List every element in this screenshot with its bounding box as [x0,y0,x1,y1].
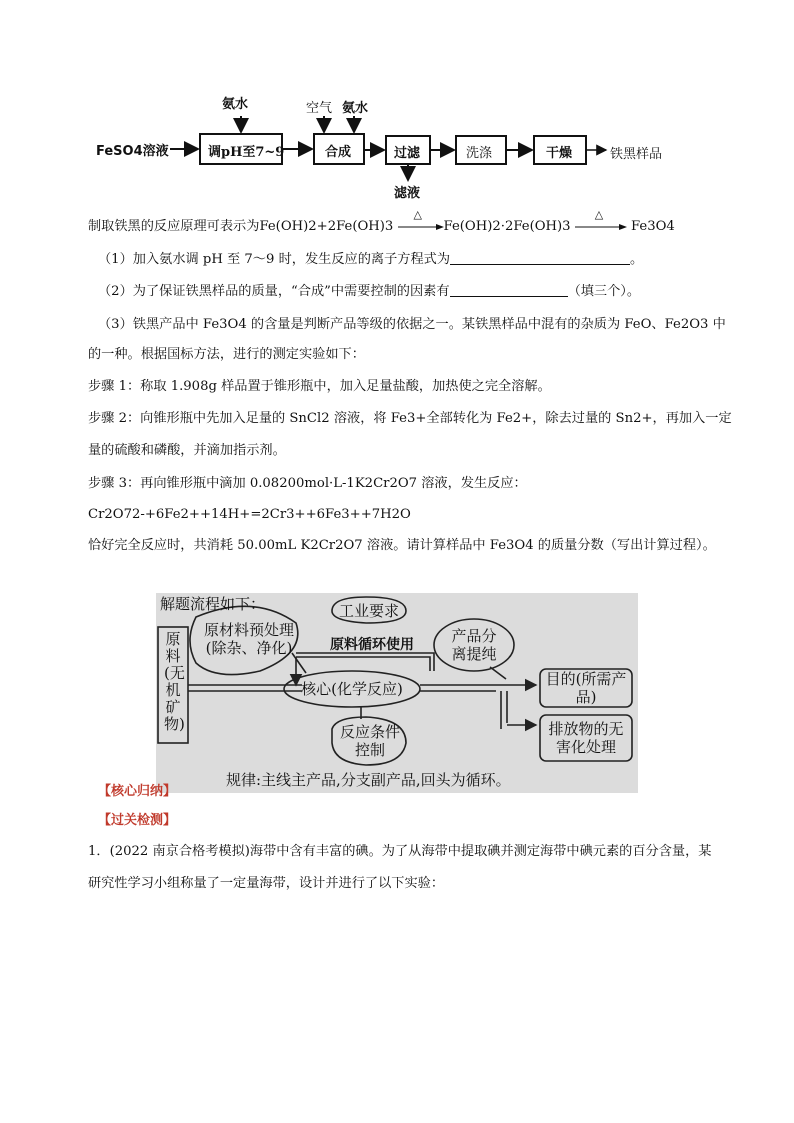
delta-symbol-1: △ [413,208,422,221]
step-2-line2: 量的硫酸和磷酸，并滴加指示剂。 [88,443,286,458]
final-question: 恰好完全反应时，共消耗 50.00mL K2Cr2O7 溶液。请计算样品中 Fe3O4 的质量分数（写出计算过程）。 [88,538,716,553]
core-reaction-ellipse: 核心(化学反应) [301,680,403,698]
reaction-left: Fe(OH)2+2Fe(OH)3 [259,219,394,234]
solution-flow-diagram [156,593,638,793]
core-summary-tag: 【核心归纳】 [98,784,177,799]
pretreat-bubble: 原材料预处理(除杂、净化) [204,621,295,657]
step-1: 步骤 1：称取 1.908g 样品置于锥形瓶中，加入足量盐酸，加热使之完全溶解。 [88,379,551,394]
step-3: 步骤 3：再向锥形瓶中滴加 0.08200mol·L-1K2Cr2O7 溶液，发生反应： [88,476,527,491]
check-tag: 【过关检测】 [98,813,177,828]
raw-material-box: 原料(无机矿物) [164,630,185,733]
process-flowchart [96,90,716,200]
solution-rule: 规律:主线主产品,分支副产品,回头为循环。 [226,771,511,789]
flow-synthesis-box: 合成 [325,145,352,160]
recycle-label: 原料循环使用 [330,637,414,653]
flow-ammonia-label: 氨水 [222,97,249,112]
ionic-equation: Cr2O72-+6Fe2++14H+=2Cr3++6Fe3++7H2O [88,507,411,522]
condition-control-bubble: 反应条件控制 [339,723,400,759]
solution-flow-header: 解题流程如下： [160,595,266,613]
target-product-box: 目的(所需产品) [545,670,627,706]
separation-bubble: 产品分离提纯 [451,627,497,663]
emission-treatment-box: 排放物的无害化处理 [548,720,624,756]
reaction-arrow-1 [398,208,444,236]
flow-air-label: 空气 [306,101,333,116]
question-1 [98,250,643,269]
q1-answer-blank[interactable] [450,250,630,265]
step-2-line1: 步骤 2：向锥形瓶中先加入足量的 SnCl2 溶液，将 Fe3+全部转化为 Fe2+，除去过量的 Sn2+，再加入一定 [88,411,732,426]
delta-symbol-2: △ [594,208,604,221]
reaction-middle: Fe(OH)2·2Fe(OH)3 [443,219,571,234]
question-2 [98,282,640,301]
flow-wash-box: 洗涤 [466,146,493,161]
q1-text: （1）加入氨水调 pH 至 7～9 时，发生反应的离子方程式为 [98,252,451,267]
question-3-line2: 的一种。根据国标方法，进行的测定实验如下： [88,347,365,362]
practice-line2: 研究性学习小组称量了一定量海带，设计并进行了以下实验： [88,876,445,891]
flow-product-label: 铁黑样品 [610,147,663,162]
flow-dry-box: 干燥 [546,146,573,161]
q2-end: （填三个）。 [567,284,641,299]
reaction-right: Fe3O4 [630,219,675,234]
q2-text: （2）为了保证铁黑样品的质量，“合成”中需要控制的因素有 [98,284,450,299]
flow-start-label: FeSO4溶液 [96,144,169,159]
flow-adjust-box: 调pH至7~9 [208,145,285,160]
flow-ammonia2-label: 氨水 [342,101,369,116]
practice-line1: 1．(2022 南京合格考模拟)海带中含有丰富的碘。为了从海带中提取碘并测定海带中碘元素的百分含量，某 [88,844,712,859]
reaction-line [88,208,675,236]
flow-filtrate-label: 滤液 [394,186,421,201]
flow-filter-box: 过滤 [394,146,421,161]
q2-answer-blank[interactable] [450,282,568,297]
q1-end: 。 [630,252,644,267]
reaction-intro: 制取铁黑的反应原理可表示为 [88,219,260,234]
reaction-arrow-2 [575,208,627,236]
industrial-requirement-bubble: 工业要求 [338,602,399,620]
question-3-line1: （3）铁黑产品中 Fe3O4 的含量是判断产品等级的依据之一。某铁黑样品中混有的杂质为 FeO、Fe2O3 中 [98,317,726,332]
